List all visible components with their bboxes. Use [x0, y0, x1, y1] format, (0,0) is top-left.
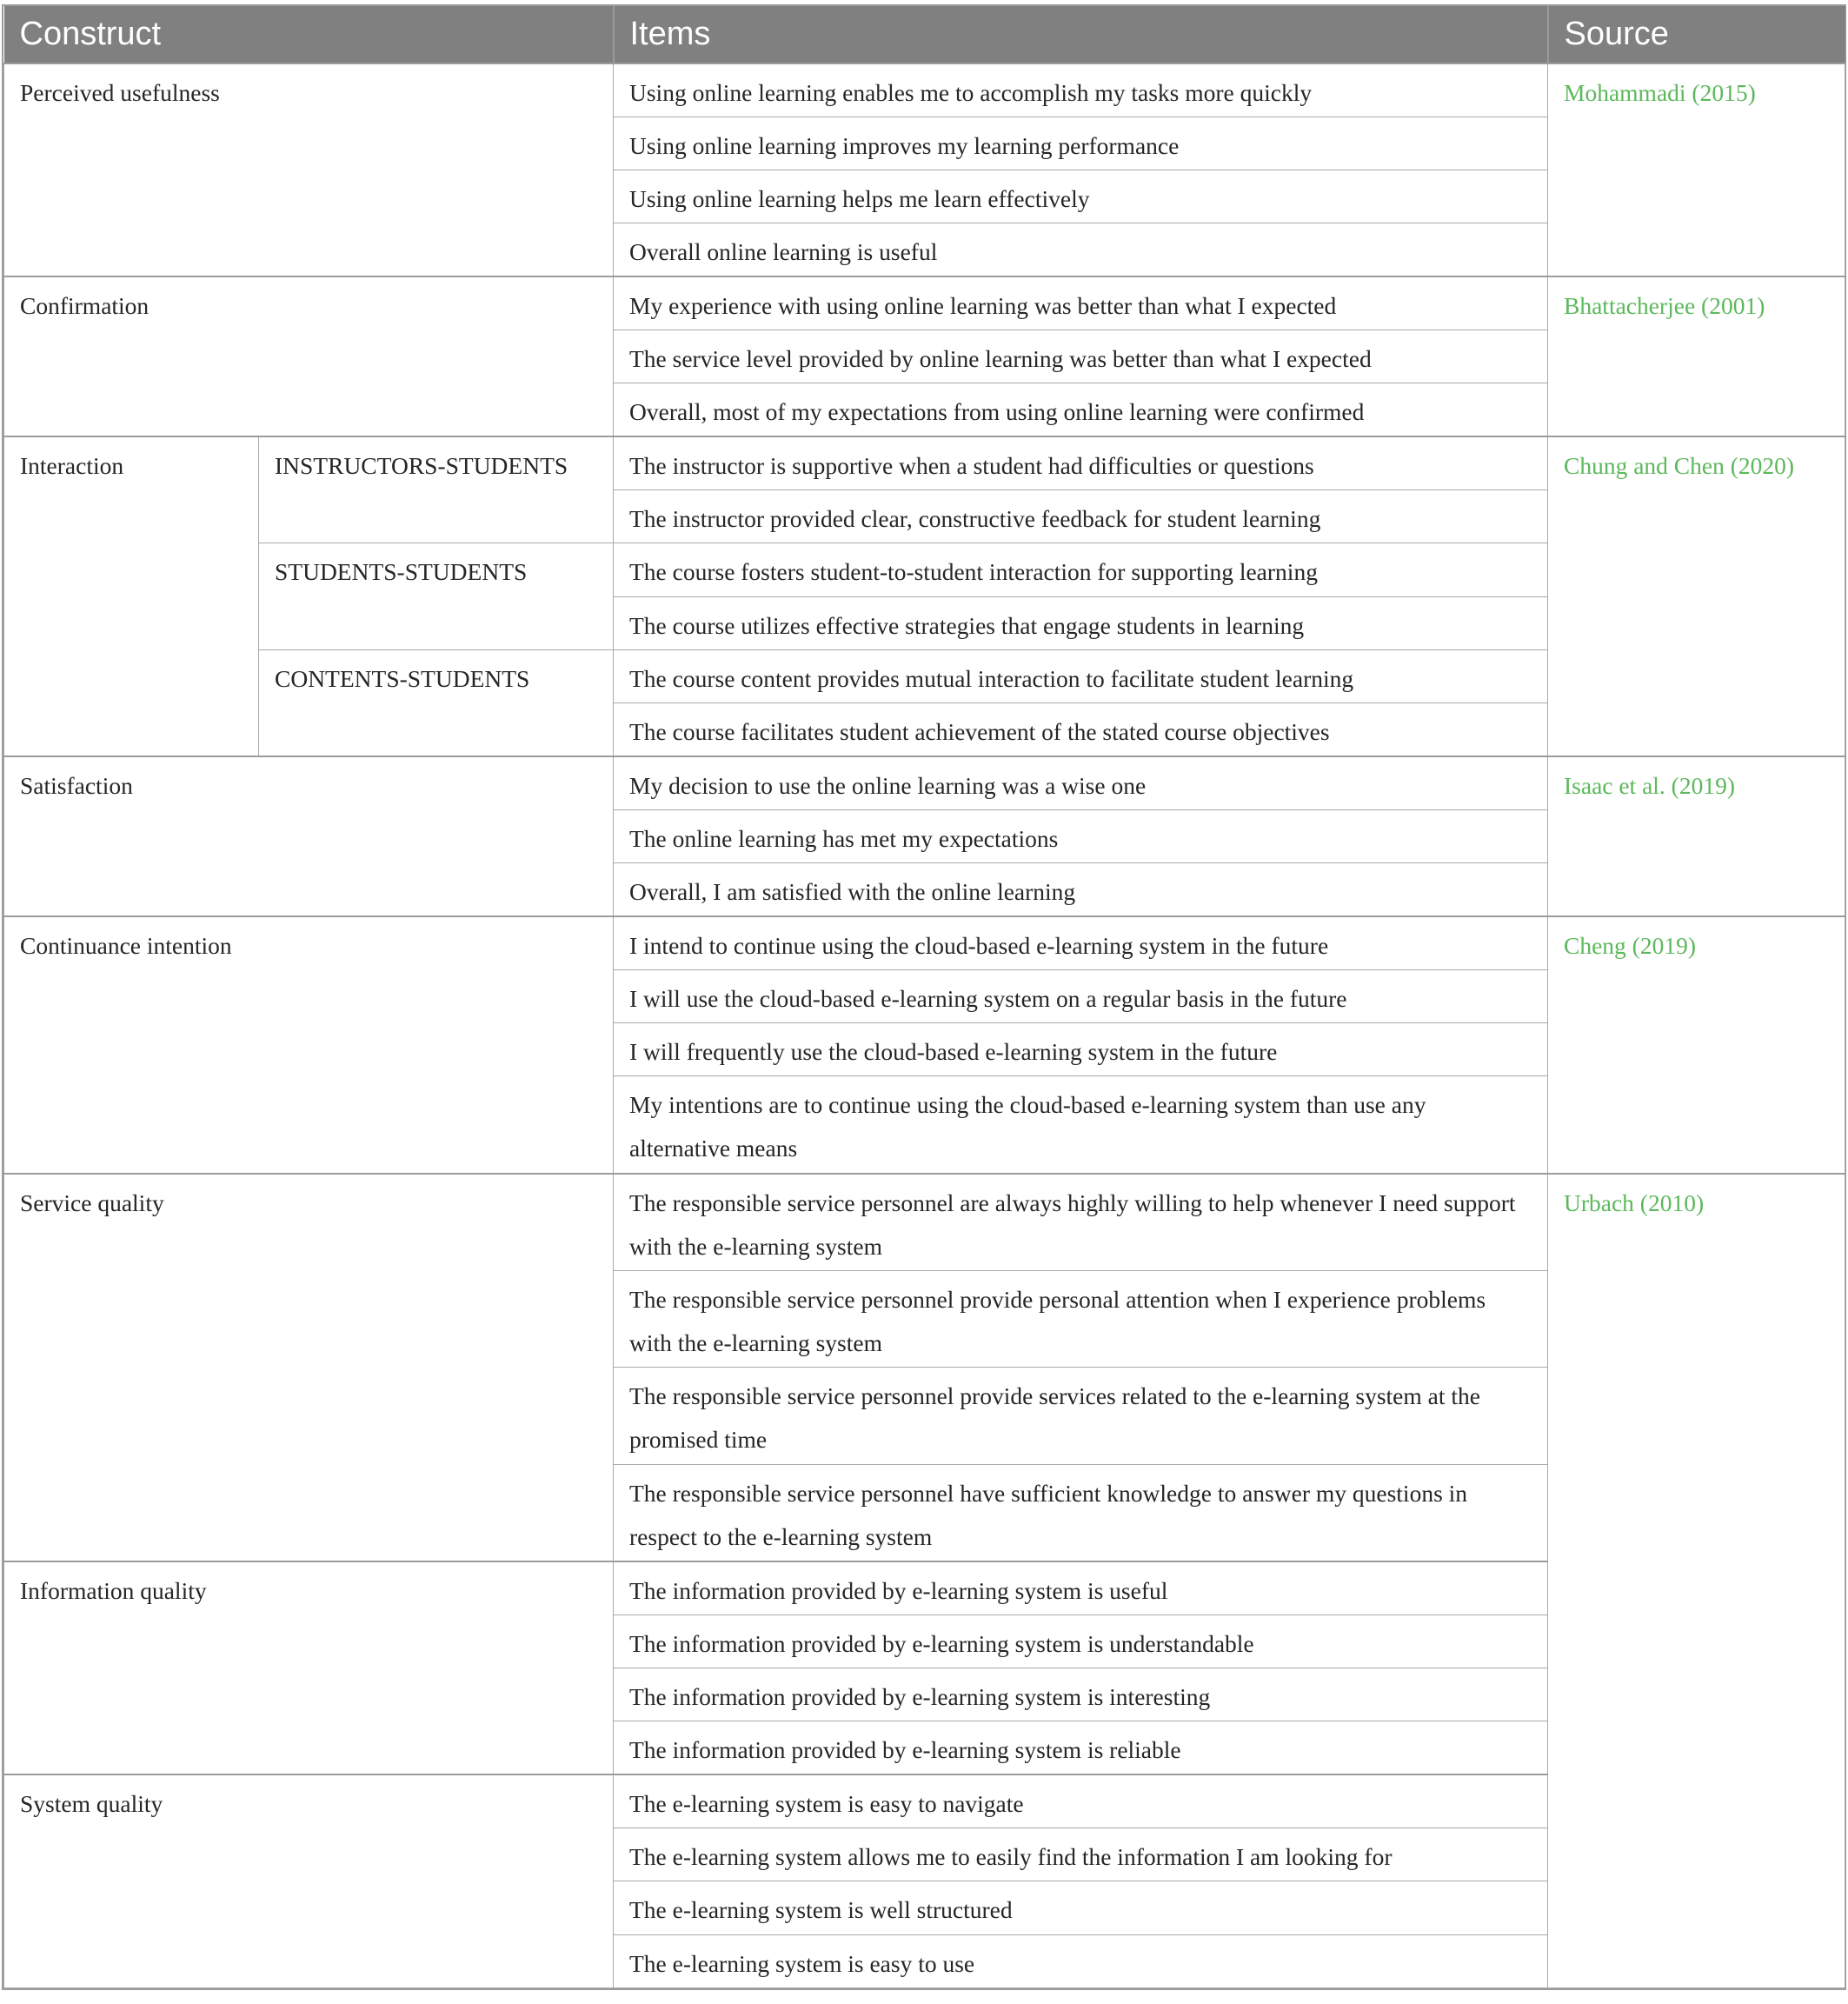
- table-row: [4, 63, 1845, 117]
- subconstruct-cell: INSTRUCTORS-STUDENTS: [259, 436, 614, 543]
- construct-cell: Service quality: [4, 1174, 614, 1561]
- table-row: [4, 276, 1845, 330]
- item-cell: The responsible service personnel provide personal attention when I experience problems with the e-learning system: [614, 1270, 1548, 1368]
- table-row: [4, 916, 1845, 969]
- header-construct: Construct: [4, 6, 614, 63]
- subconstruct-cell: CONTENTS-STUDENTS: [259, 649, 614, 756]
- constructs-table: [3, 6, 1845, 1988]
- table-row: [4, 756, 1845, 809]
- item-cell: The course fosters student-to-student interaction for supporting learning: [614, 543, 1548, 596]
- header-items: Items: [614, 6, 1548, 63]
- construct-cell: Satisfaction: [4, 756, 614, 916]
- table-header-row: [4, 6, 1845, 63]
- item-cell: Overall, most of my expectations from using online learning were confirmed: [614, 383, 1548, 436]
- header-source: Source: [1548, 6, 1845, 63]
- construct-cell: Interaction: [4, 436, 259, 756]
- item-cell: The information provided by e-learning system is understandable: [614, 1615, 1548, 1668]
- constructs-table-container: [2, 4, 1846, 1990]
- item-cell: The service level provided by online learning was better than what I expected: [614, 330, 1548, 383]
- item-cell: Using online learning improves my learning performance: [614, 117, 1548, 170]
- source-cell: Urbach (2010): [1548, 1174, 1845, 1988]
- item-cell: The responsible service personnel provide services related to the e-learning system at the promised time: [614, 1368, 1548, 1465]
- source-cell: Mohammadi (2015): [1548, 63, 1845, 276]
- item-cell: The responsible service personnel have sufficient knowledge to answer my questions in respect to the e-learning system: [614, 1464, 1548, 1561]
- item-cell: Overall online learning is useful: [614, 223, 1548, 276]
- source-cell: Bhattacherjee (2001): [1548, 276, 1845, 436]
- item-cell: The course content provides mutual interaction to facilitate student learning: [614, 649, 1548, 702]
- item-cell: The responsible service personnel are always highly willing to help whenever I need support with the e-learning system: [614, 1174, 1548, 1271]
- subconstruct-cell: STUDENTS-STUDENTS: [259, 543, 614, 650]
- item-cell: Using online learning helps me learn effectively: [614, 170, 1548, 223]
- item-cell: The instructor provided clear, constructive feedback for student learning: [614, 490, 1548, 543]
- construct-cell: System quality: [4, 1774, 614, 1987]
- item-cell: The information provided by e-learning system is reliable: [614, 1721, 1548, 1774]
- item-cell: The e-learning system allows me to easily find the information I am looking for: [614, 1828, 1548, 1881]
- item-cell: The instructor is supportive when a student had difficulties or questions: [614, 436, 1548, 489]
- item-cell: The information provided by e-learning system is useful: [614, 1561, 1548, 1615]
- item-cell: My experience with using online learning was better than what I expected: [614, 276, 1548, 330]
- item-cell: I will use the cloud-based e-learning system on a regular basis in the future: [614, 969, 1548, 1022]
- construct-cell: Continuance intention: [4, 916, 614, 1174]
- item-cell: The course utilizes effective strategies that engage students in learning: [614, 596, 1548, 649]
- source-cell: Chung and Chen (2020): [1548, 436, 1845, 756]
- source-cell: Isaac et al. (2019): [1548, 756, 1845, 916]
- item-cell: I intend to continue using the cloud-based e-learning system in the future: [614, 916, 1548, 969]
- source-cell: Cheng (2019): [1548, 916, 1845, 1174]
- item-cell: I will frequently use the cloud-based e-learning system in the future: [614, 1023, 1548, 1076]
- item-cell: Using online learning enables me to accomplish my tasks more quickly: [614, 63, 1548, 117]
- item-cell: The e-learning system is easy to navigate: [614, 1774, 1548, 1828]
- item-cell: The course facilitates student achievement of the stated course objectives: [614, 703, 1548, 756]
- item-cell: Overall, I am satisfied with the online learning: [614, 863, 1548, 916]
- item-cell: My intentions are to continue using the cloud-based e-learning system than use any alternative means: [614, 1076, 1548, 1174]
- table-row: [4, 436, 1845, 489]
- table-row: [4, 1174, 1845, 1271]
- construct-cell: Perceived usefulness: [4, 63, 614, 276]
- item-cell: The e-learning system is well structured: [614, 1881, 1548, 1934]
- item-cell: The e-learning system is easy to use: [614, 1934, 1548, 1987]
- construct-cell: Confirmation: [4, 276, 614, 436]
- item-cell: The information provided by e-learning system is interesting: [614, 1668, 1548, 1721]
- item-cell: The online learning has met my expectations: [614, 809, 1548, 862]
- construct-cell: Information quality: [4, 1561, 614, 1774]
- item-cell: My decision to use the online learning was a wise one: [614, 756, 1548, 809]
